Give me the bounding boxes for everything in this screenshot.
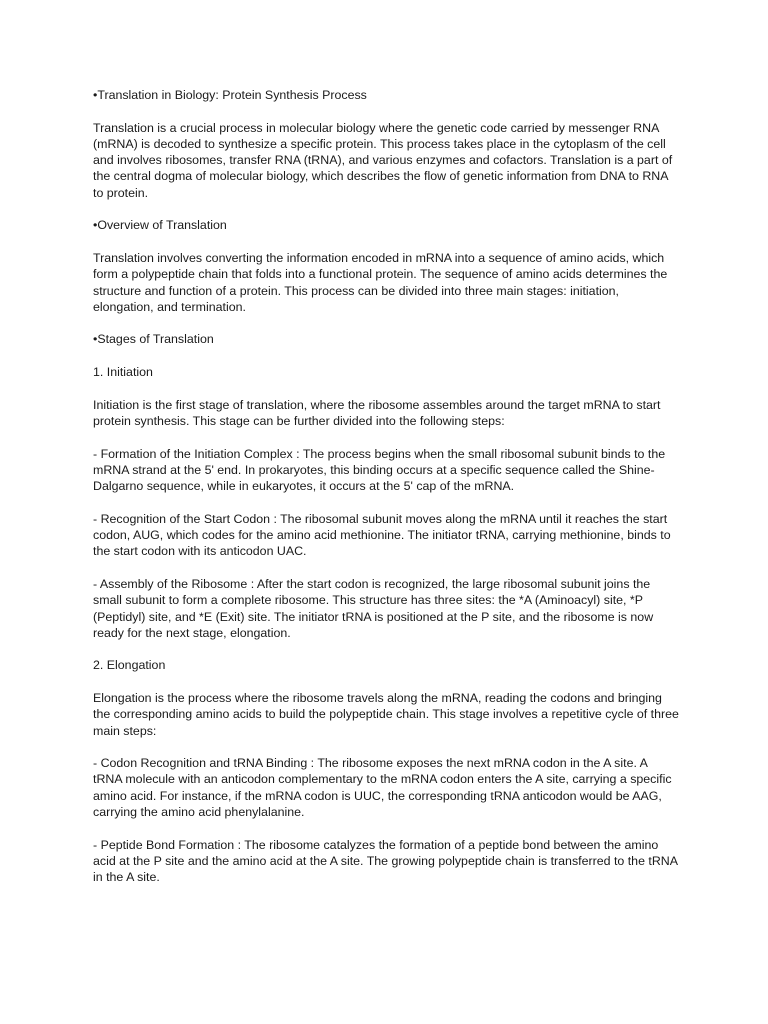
peptide-bond-item: - Peptide Bond Formation : The ribosome catalyzes the formation of a peptide bond between the amino acid at the P site and the amino acid at the A site. The growing polypeptide chain is transferred to the tRNA in the A site. <box>93 837 678 885</box>
ribosome-assembly-item: - Assembly of the Ribosome : After the start codon is recognized, the large ribosomal subunit joins the small subunit to form a complete ribosome. This structure has three sites: the *A (Aminoacyl) site, *P (Peptidyl) site, and *E (Exit) site. The initiator tRNA is positioned at the P site, and the ribosome is now ready for the next stage, elongation. <box>93 576 654 640</box>
heading-initiation: 1. Initiation <box>93 365 153 380</box>
document-body <box>93 87 679 902</box>
heading-elongation: 2. Elongation <box>93 658 166 673</box>
codon-recognition-item: - Codon Recognition and tRNA Binding : The ribosome exposes the next mRNA codon in the A site. A tRNA molecule with an anticodon complementary to the mRNA codon enters the A site, carrying a specific amino acid. For instance, if the mRNA codon is UUC, the corresponding tRNA anticodon would be AAG, carrying the amino acid phenylalanine. <box>93 756 672 820</box>
heading-stages: •Stages of Translation <box>93 332 214 347</box>
initiation-complex-item: - Formation of the Initiation Complex : The process begins when the small ribosomal subunit binds to the mRNA strand at the 5' end. In prokaryotes, this binding occurs at a specific sequence called the Shine-Dalgarno sequence, while in eukaryotes, it occurs at the 5' cap of the mRNA. <box>93 446 666 494</box>
heading-overview: •Overview of Translation <box>93 218 227 233</box>
intro-paragraph: Translation is a crucial process in molecular biology where the genetic code carried by messenger RNA (mRNA) is decoded to synthesize a specific protein. This process takes place in the cytoplasm of the cell and involves ribosomes, transfer RNA (tRNA), and various enzymes and cofactors. Translation is a part of the central dogma of molecular biology, which describes the flow of genetic information from DNA to RNA to protein. <box>93 120 673 200</box>
elongation-paragraph: Elongation is the process where the ribosome travels along the mRNA, reading the codons and bringing the corresponding amino acids to build the polypeptide chain. This stage involves a repetitive cycle of three main steps: <box>93 690 679 738</box>
initiation-paragraph: Initiation is the first stage of translation, where the ribosome assembles around the target mRNA to start protein synthesis. This stage can be further divided into the following steps: <box>93 397 661 428</box>
heading-translation-in-biology: •Translation in Biology: Protein Synthesis Process <box>93 88 367 102</box>
start-codon-item: - Recognition of the Start Codon : The ribosomal subunit moves along the mRNA until it reaches the start codon, AUG, which codes for the amino acid methionine. The initiator tRNA, carrying methionine, binds to the start codon with its anticodon UAC. <box>93 511 671 559</box>
overview-paragraph: Translation involves converting the information encoded in mRNA into a sequence of amino acids, which form a polypeptide chain that folds into a functional protein. The sequence of amino acids determines the structure and function of a protein. This process can be divided into three main stages: initiation, elongation, and termination. <box>93 250 668 314</box>
